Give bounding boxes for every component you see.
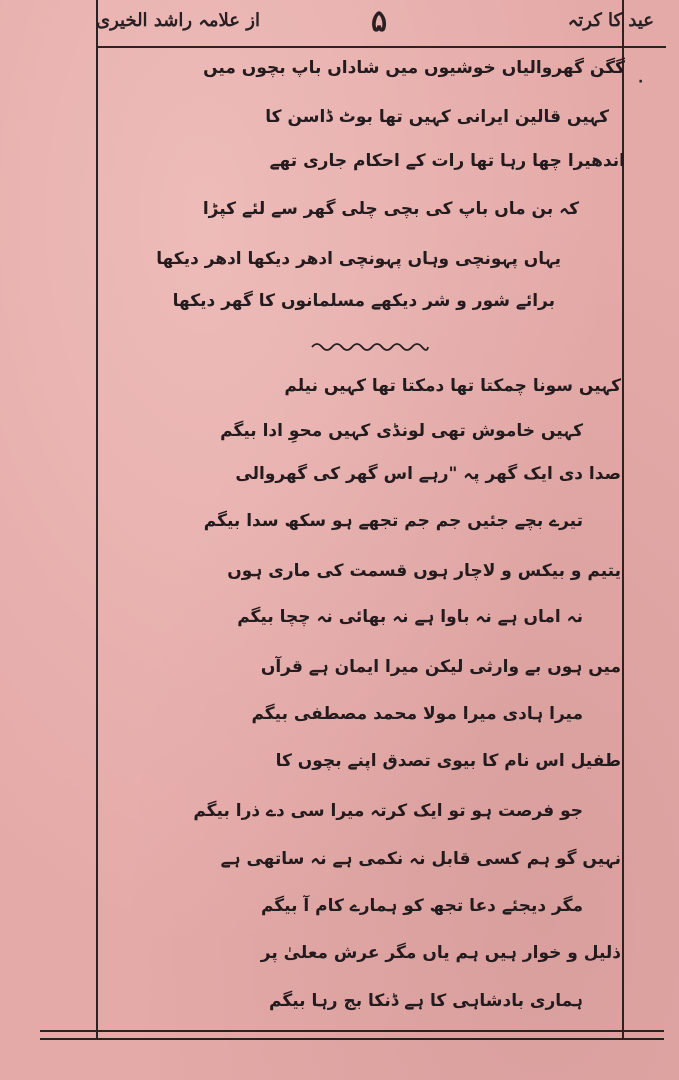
- verse-line-5: یہاں پہونچی وہاں پہونچی ادھر دیکھا ادھر دیکھا: [156, 249, 561, 269]
- verse-line-18: مگر دیجئے دعا تجھ کو ہمارے کام آ بیگم: [260, 896, 583, 916]
- verse-line-14: میرا ہادی میرا مولا محمد مصطفی بیگم: [251, 704, 583, 724]
- verse-line-3: اندھیرا چھا رہا تھا رات کے احکام جاری تھے: [269, 151, 625, 171]
- verse-line-17: نہیں گو ہم کسی قابل نہ نکمی ہے نہ ساتھی ہے: [220, 849, 621, 869]
- footer-rule-upper: [40, 1030, 664, 1032]
- verse-line-6: برائے شور و شر دیکھے مسلمانوں کا گھر دیکھا: [172, 291, 555, 311]
- running-author: از علامہ راشد الخیری: [96, 10, 260, 31]
- verse-line-12: نہ اماں ہے نہ باوا ہے نہ بھائی نہ چچا بیگم: [237, 607, 583, 627]
- verse-line-10: تیرے بچے جئیں جم جم تجھے ہو سکھ سدا بیگم: [203, 511, 583, 531]
- page-number: ۵: [370, 4, 388, 39]
- verse-line-13: میں ہوں بے وارثی لیکن میرا ایمان ہے قرآں: [260, 657, 621, 677]
- margin-mark: ·: [638, 74, 644, 90]
- verse-line-9: صدا دی ایک گھر پہ "رہے اس گھر کی گھروالی: [235, 464, 621, 484]
- page-header: [96, 0, 662, 50]
- verse-line-15: طفیل اس نام کا بیوی تصدق اپنے بچوں کا: [275, 751, 621, 771]
- verse-line-2: کہیں قالین ایرانی کہیں تھا بوٹ ڈاسن کا: [265, 107, 609, 127]
- verse-line-11: یتیم و بیکس و لاچار ہوں قسمت کی ماری ہوں: [227, 561, 621, 581]
- left-margin-rule: [96, 0, 98, 1040]
- verse-line-1: گگن گھروالیاں خوشیوں میں شاداں باپ بچوں میں: [203, 58, 625, 78]
- verse-line-20: ہماری بادشاہی کا ہے ڈنکا بج رہا بیگم: [268, 991, 583, 1011]
- verse-line-8: کہیں خاموش تھی لونڈی کہیں محوِ ادا بیگم: [220, 421, 583, 441]
- verse-line-16: جو فرصت ہو تو ایک کرتہ میرا سی دے ذرا بیگم: [193, 801, 583, 821]
- running-title: عید کا کرتہ: [567, 10, 654, 31]
- verse-line-19: ذلیل و خوار ہیں ہم یاں مگر عرش معلیٰ پر: [260, 943, 621, 963]
- wavy-divider: [310, 340, 430, 354]
- verse-line-4: کہ بن ماں باپ کی بچی چلی گھر سے لئے کپڑا: [202, 199, 579, 219]
- footer-rule-lower: [40, 1038, 664, 1040]
- verse-line-7: کہیں سونا چمکتا تھا دمکتا تھا کہیں نیلم: [284, 376, 621, 396]
